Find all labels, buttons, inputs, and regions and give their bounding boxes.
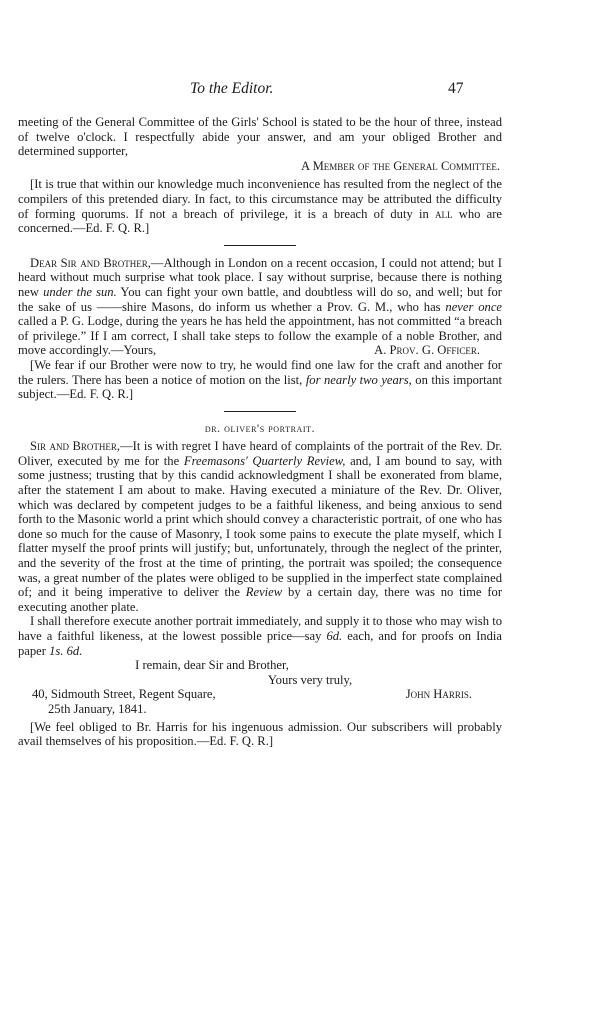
page-header — [0, 80, 592, 104]
editor-note-1-text: [It is true that within our knowledge much inconvenience has resulted from the neglect of the compilers of this pretended diary. In fact, to this circumstance may be attributed the difficulty of forming quorums. If not a breach of privilege, it is a breach of duty in — [18, 177, 502, 221]
letter2-emph-1: under the sun. — [43, 284, 117, 299]
section-divider-2 — [224, 411, 296, 412]
letter3-body — [18, 439, 502, 614]
editor-note-1-emph: all — [435, 206, 453, 221]
letter3-address: 40, Sidmouth Street, Regent Square, — [32, 687, 216, 702]
letter3-price-2: 1s. 6d. — [49, 643, 83, 658]
letter3-salutation: Sir and Brother, — [30, 439, 121, 454]
page-body — [18, 115, 502, 749]
letter1-signature: A Member of the General Committee. — [301, 158, 500, 173]
letter3-closing-1: I remain, dear Sir and Brother, — [135, 658, 289, 673]
letter2-salutation: Dear Sir and Brother, — [30, 255, 151, 270]
letter2-signature: A. Prov. G. Officer. — [374, 343, 480, 358]
letter2-text-1: —Although in London on a recent occasion, I could not attend; but I heard without much surprise what took place. I say without surprise, because there is nothing new — [18, 255, 503, 299]
editor-note-1-end: who are concerned.—Ed. F. Q. R.] — [18, 206, 502, 236]
letter3-text-a: —It is with regret I have heard of complaints of the portrait of the Rev. Dr. Oliver, executed by me for the — [18, 439, 502, 468]
letter-continuation: meeting of the General Committee of the Girls' School is stated to be the hour of three, instead of twelve o'clock. I respectfully abide your answer, and am your obliged Brother and determined supporter, — [18, 115, 502, 159]
letter2-text-2: You can fight your own battle, and doubtless will do so, and well; but for the sake of us ——shire Masons, do inform us whether a Prov. G. M., who has — [18, 284, 502, 314]
letter2-text-3: called a P. G. Lodge, during the years he has held the appointment, has not committed “a breach of privilege.” If I am correct, I shall take steps to follow the example of a noble Brother, and move accordingly.—Yours, — [18, 314, 502, 358]
editor-note-2 — [18, 358, 502, 402]
editor-note-3: [We feel obliged to Br. Harris for his ingenuous admission. Our subscribers will probably avail themselves of his proposition.—Ed. F. Q. R.] — [18, 719, 502, 749]
letter3-text-b: and, I am bound to say, with some justness; trusting that by this candid acknowledgment I shall be exonerated from blame, after the statement I am about to make. Having executed a miniature of the Rev. Dr. Oliver, which was declared by competent judges to be a faithful likeness, and being anxious to send forth to the Masonic world a print which should convey a characteristic portrait, of one who has done so much for the cause of Masonry, I took some pains to execute the plate myself, which I flatter myself the proof prints will justify; but, unfortunately, through the neglect of the printer, and the severity of the frost at the time of printing, the portrait was spoiled; the consequence was, a great number of the plates were obliged to be supplied in the imperfect state complained of; and it being imperative to deliver the — [18, 453, 503, 600]
page-number: 47 — [448, 80, 464, 97]
editor-note-2-emph: for nearly two years, — [305, 372, 412, 387]
letter3-p2-text-b: each, and for proofs on India paper — [18, 629, 502, 658]
letter3-emph-b: Review — [245, 585, 283, 600]
letter3-paragraph-2 — [18, 614, 502, 658]
letter3-text-c: by a certain day, there was no time for executing another plate. — [18, 585, 503, 614]
letter3-address-row — [18, 687, 502, 702]
editor-note-1 — [18, 177, 502, 235]
letter3-price-1: 6d. — [326, 629, 343, 643]
editor-note-2-text-1: [We fear if our Brother were now to try, he would find one law for the craft and another for the rulers. There has been a notice of motion on the list, — [18, 357, 502, 387]
section-title: dr. oliver's portrait. — [204, 422, 316, 435]
letter3-closing-2: Yours very truly, — [267, 672, 353, 687]
letter3-signature: John Harris. — [405, 687, 472, 702]
editor-note-2-text-2: on this important subject.—Ed. F. Q. R.] — [18, 372, 502, 402]
letter3-emph-a: Freemasons' Quarterly Review, — [183, 453, 346, 468]
section-divider — [224, 245, 296, 246]
letter3-p2-text-a: I shall therefore execute another portrait immediately, and supply it to those who may wish to have a faithful likeness, at the lowest possible price—say — [18, 614, 502, 643]
running-title: To the Editor. — [190, 80, 274, 97]
letter3-date: 25th January, 1841. — [48, 701, 147, 716]
letter2-emph-2: never once — [445, 299, 502, 314]
